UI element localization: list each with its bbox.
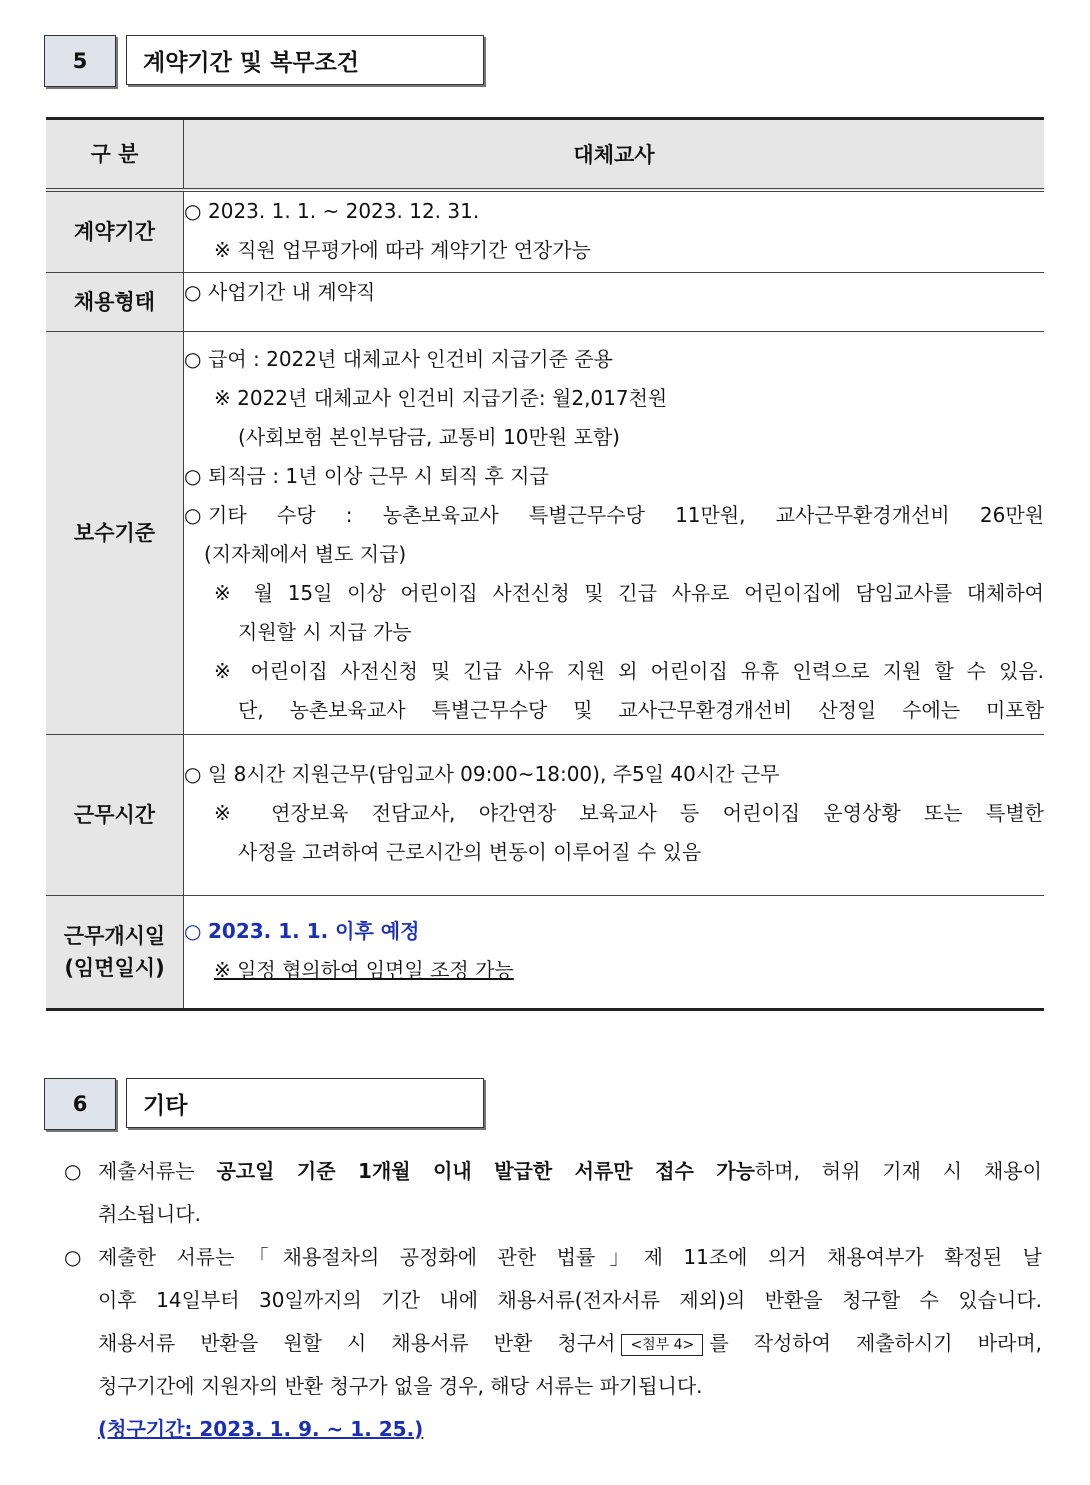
start-date-note: ※ 일정 협의하여 임면일 조정 가능 — [214, 958, 514, 982]
start-date-label: 근무개시일 — [63, 924, 166, 948]
section-number: 6 — [44, 1078, 116, 1130]
bullet-circle: ○ — [184, 762, 202, 786]
note-emphasis: 공고일 기준 1개월 이내 발급한 서류만 접수 가능 — [216, 1159, 755, 1183]
note-text: 를 작성하여 제출하시기 바라며, — [709, 1331, 1043, 1355]
table-row-hire-type — [46, 273, 1044, 332]
table-row-start-date — [46, 896, 1044, 1010]
section-title: 기타 — [126, 1078, 484, 1128]
row-content-hire-type — [184, 273, 1045, 332]
bullet-circle: ○ — [64, 1159, 82, 1183]
start-date-text: 2023. 1. 1. 이후 예정 — [208, 919, 420, 943]
section-title: 계약기간 및 복무조건 — [126, 35, 484, 85]
note-line: 이후 14일부터 30일까지의 기간 내에 채용서류(전자서류 제외)의 반환을 청구할 수 있습니다. — [98, 1288, 1042, 1312]
column-header-substitute-teacher: 대체교사 — [184, 119, 1045, 191]
pay-note-salary-detail: (사회보험 본인부담금, 교통비 10만원 포함) — [238, 425, 620, 449]
pay-note-condition: ※ 월 15일 이상 어린이집 사전신청 및 긴급 사유로 어린이집에 담임교사를 대체하여 — [214, 581, 1044, 605]
work-hours-note-detail: 사정을 고려하여 근로시간의 변동이 이루어질 수 있음 — [238, 840, 702, 864]
bullet-circle: ○ — [64, 1245, 82, 1269]
contract-period-dates: 2023. 1. 1. ~ 2023. 12. 31. — [208, 199, 480, 223]
row-content-contract-period — [184, 190, 1045, 273]
attachment-tag: <첨부 4> — [621, 1334, 703, 1356]
table-row-pay — [46, 332, 1044, 735]
bullet-circle: ○ — [184, 464, 202, 488]
pay-note-condition-detail: 지원할 시 지급 가능 — [238, 620, 412, 644]
column-header-category: 구 분 — [46, 119, 184, 191]
pay-note-idle-staff-detail: 단, 농촌보육교사 특별근무수당 및 교사근무환경개선비 산정일 수에는 미포함 — [238, 698, 1044, 722]
note-line — [98, 1150, 1042, 1193]
row-label-hire-type: 채용형태 — [46, 273, 184, 332]
pay-note-salary: ※ 2022년 대체교사 인건비 지급기준: 월2,017천원 — [214, 386, 668, 410]
note-text: 제출서류는 — [98, 1159, 217, 1183]
bullet-circle: ○ — [184, 347, 202, 371]
note-line: 제출한 서류는「채용절차의 공정화에 관한 법률」제 11조에 의거 채용여부가 확정된 날 — [98, 1245, 1042, 1269]
contract-note: ※ 직원 업무평가에 따라 계약기간 연장가능 — [214, 238, 591, 262]
note-document-return — [64, 1236, 1042, 1451]
bullet-circle: ○ — [184, 280, 202, 304]
row-label-pay: 보수기준 — [46, 332, 184, 735]
table-header-row — [46, 119, 1044, 191]
other-notes — [64, 1150, 1042, 1451]
bullet-circle: ○ — [184, 199, 202, 223]
request-period: (청구기간: 2023. 1. 9. ~ 1. 25.) — [98, 1417, 424, 1441]
pay-note-idle-staff: ※ 어린이집 사전신청 및 긴급 사유 지원 외 어린이집 유휴 인력으로 지원 할 수 있음. — [214, 659, 1044, 683]
row-content-start-date — [184, 896, 1045, 1010]
row-label-contract-period: 계약기간 — [46, 190, 184, 273]
row-label-work-hours: 근무시간 — [46, 735, 184, 896]
note-text: 채용서류 반환을 원할 시 채용서류 반환 청구서 — [98, 1331, 616, 1355]
bullet-circle: ○ — [184, 919, 202, 943]
table-row-work-hours — [46, 735, 1044, 896]
start-date-label-sub: (임면일시) — [64, 956, 165, 980]
hire-type-text: 사업기간 내 계약직 — [208, 280, 376, 304]
note-text: 하며, 허위 기재 시 채용이 — [754, 1159, 1042, 1183]
bullet-circle: ○ — [184, 503, 202, 527]
note-submission-docs — [64, 1150, 1042, 1236]
work-hours-text: 일 8시간 지원근무(담임교사 09:00~18:00), 주5일 40시간 근무 — [208, 762, 780, 786]
contract-terms-table — [46, 117, 1044, 1011]
row-label-start-date — [46, 896, 184, 1010]
note-line: 취소됩니다. — [98, 1202, 201, 1226]
work-hours-note: ※ 연장보육 전담교사, 야간연장 보육교사 등 어린이집 운영상황 또는 특별한 — [214, 801, 1044, 825]
pay-severance: 퇴직금 : 1년 이상 근무 시 퇴직 후 지급 — [208, 464, 549, 488]
pay-other-allowance-detail: (지자체에서 별도 지급) — [204, 542, 407, 566]
section-number: 5 — [44, 35, 116, 87]
table-row-contract-period — [46, 190, 1044, 273]
pay-other-allowance: 기타 수당 : 농촌보육교사 특별근무수당 11만원, 교사근무환경개선비 26만원 — [208, 503, 1044, 527]
pay-salary: 급여 : 2022년 대체교사 인건비 지급기준 준용 — [208, 347, 613, 371]
row-content-work-hours — [184, 735, 1045, 896]
row-content-pay — [184, 332, 1045, 735]
note-line: 청구기간에 지원자의 반환 청구가 없을 경우, 해당 서류는 파기됩니다. — [98, 1374, 703, 1398]
note-line — [98, 1322, 1042, 1365]
